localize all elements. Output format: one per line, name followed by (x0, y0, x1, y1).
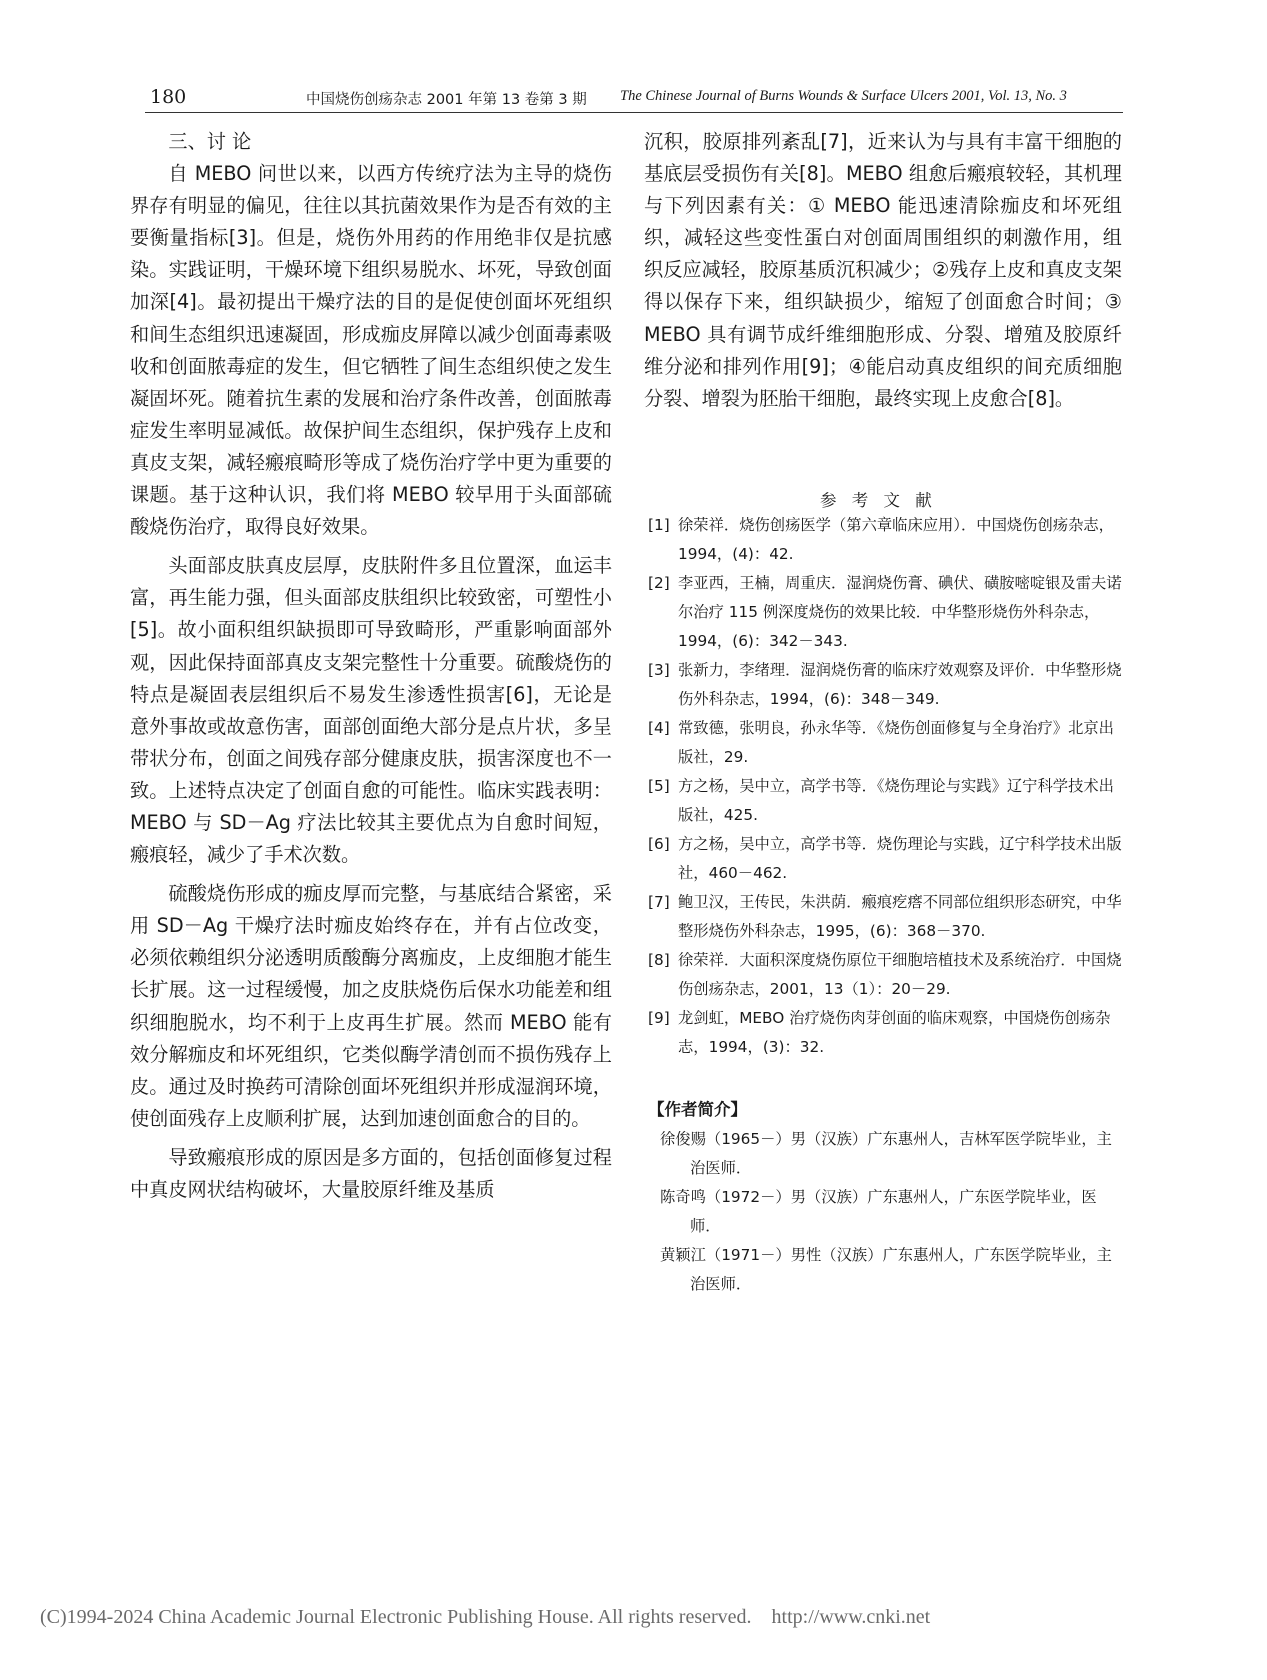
reference-item (648, 714, 1128, 772)
section-heading-discussion: 三、讨 论 (168, 130, 252, 153)
reference-text: 方之杨，吴中立，高学书等．《烧伤理论与实践》辽宁科学技术出版社，425. (678, 777, 1114, 824)
right-column (644, 126, 1122, 415)
reference-number: [6] (648, 835, 670, 853)
discussion-continuation: 沉积，胶原排列紊乱[7]，近来认为与具有丰富干细胞的基底层受损伤有关[8]。MEBO 组愈后瘢痕较轻，其机理与下列因素有关：① MEBO 能迅速清除痂皮和坏死组织，减轻这些变性蛋白对创面周围组织的刺激作用，组织反应减轻，胶原基质沉积减少；②残存上皮和真皮支架得以保存下来，组织缺损少，缩短了创面愈合时间；③ MEBO 具有调节成纤维细胞形成、分裂、增殖及胶原纤维分泌和排列作用[9]；④能启动真皮组织的间充质细胞分裂、增裂为胚胎干细胞，最终实现上皮愈合[8]。 (644, 130, 1122, 410)
reference-item (648, 888, 1128, 946)
reference-text: 龙剑虹，MEBO 治疗烧伤肉芽创面的临床观察，中国烧伤创疡杂志，1994，(3)：32. (678, 1009, 1111, 1056)
reference-item (648, 830, 1128, 888)
header-rule (145, 112, 1123, 113)
reference-text: 方之杨，吴中立，高学书等．烧伤理论与实践，辽宁科学技术出版社，460－462. (678, 835, 1122, 882)
references-list (648, 511, 1128, 1062)
journal-title-cn: 中国烧伤创疡杂志 2001 年第 13 卷第 3 期 (306, 92, 587, 108)
reference-text: 常致德，张明良，孙永华等．《烧伤创面修复与全身治疗》北京出版社，29. (678, 719, 1114, 766)
reference-item (648, 569, 1128, 656)
author-bio-item: 徐俊赐（1965－）男（汉族）广东惠州人，吉林军医学院毕业，主治医师． (660, 1130, 1112, 1177)
left-column (130, 126, 612, 1206)
reference-item (648, 1004, 1128, 1062)
cnki-url: http://www.cnki.net (771, 1606, 931, 1628)
reference-number: [4] (648, 719, 670, 737)
reference-text: 徐荣祥．大面积深度烧伤原位干细胞培植技术及系统治疗．中国烧伤创疡杂志，2001，13（1）：20－29. (678, 951, 1122, 998)
reference-number: [3] (648, 661, 670, 679)
reference-item (648, 772, 1128, 830)
reference-text: 鲍卫汉，王传民，朱洪荫．瘢痕疙瘩不同部位组织形态研究，中华整形烧伤外科杂志，1995，(6)：368－370. (678, 893, 1122, 940)
reference-number: [5] (648, 777, 670, 795)
author-bio-list (660, 1125, 1120, 1299)
reference-item (648, 656, 1128, 714)
copyright-text: (C)1994-2024 China Academic Journal Electronic Publishing House. All rights reserved. (40, 1606, 752, 1628)
reference-text: 李亚西，王楠，周重庆．湿润烧伤膏、碘伏、磺胺嘧啶银及雷夫诺尔治疗 115 例深度烧伤的效果比较．中华整形烧伤外科杂志，1994，(6)：342－343. (678, 574, 1122, 650)
reference-item (648, 511, 1128, 569)
discussion-paragraph-1: 自 MEBO 问世以来，以西方传统疗法为主导的烧伤界存有明显的偏见，往往以其抗菌效果作为是否有效的主要衡量指标[3]。但是，烧伤外用药的作用绝非仅是抗感染。实践证明，干燥环境下组织易脱水、坏死，导致创面加深[4]。最初提出干燥疗法的目的是促使创面坏死组织和间生态组织迅速凝固，形成痂皮屏障以减少创面毒素吸收和创面脓毒症的发生，但它牺牲了间生态组织使之发生凝固坏死。随着抗生素的发展和治疗条件改善，创面脓毒症发生率明显减低。故保护间生态组织，保护残存上皮和真皮支架，减轻瘢痕畸形等成了烧伤治疗学中更为重要的课题。基于这种认识，我们将 MEBO 较早用于头面部硫酸烧伤治疗，取得良好效果。 (130, 162, 612, 539)
running-header (150, 86, 1120, 112)
discussion-paragraph-4: 导致瘢痕形成的原因是多方面的，包括创面修复过程中真皮网状结构破坏，大量胶原纤维及基质 (130, 1145, 612, 1201)
reference-number: [8] (648, 951, 670, 969)
reference-item (648, 946, 1128, 1004)
copyright-footer (40, 1606, 930, 1629)
author-bio-heading: 【作者简介】 (648, 1100, 747, 1119)
author-bio-item: 黄颖江（1971－）男性（汉族）广东惠州人，广东医学院毕业，主治医师． (660, 1246, 1112, 1293)
journal-title-en: The Chinese Journal of Burns Wounds & Surface Ulcers 2001, Vol. 13, No. 3 (620, 88, 1067, 104)
reference-number: [9] (648, 1009, 670, 1027)
author-bio-item: 陈奇鸣（1972－）男（汉族）广东惠州人，广东医学院毕业，医师． (660, 1188, 1097, 1235)
reference-number: [1] (648, 516, 670, 534)
page-number: 180 (150, 86, 187, 108)
references-title: 参 考 文 献 (820, 491, 937, 510)
reference-number: [7] (648, 893, 670, 911)
reference-text: 张新力，李绪理．湿润烧伤膏的临床疗效观察及评价．中华整形烧伤外科杂志，1994，(6)：348－349. (678, 661, 1122, 708)
reference-number: [2] (648, 574, 670, 592)
reference-text: 徐荣祥．烧伤创疡医学（第六章临床应用）．中国烧伤创疡杂志，1994，(4)：42. (678, 516, 1114, 563)
discussion-paragraph-2: 头面部皮肤真皮层厚，皮肤附件多且位置深，血运丰富，再生能力强，但头面部皮肤组织比较致密，可塑性小[5]。故小面积组织缺损即可导致畸形，严重影响面部外观，因此保持面部真皮支架完整性十分重要。硫酸烧伤的特点是凝固表层组织后不易发生渗透性损害[6]，无论是意外事故或故意伤害，面部创面绝大部分是点片状，多呈带状分布，创面之间残存部分健康皮肤，损害深度也不一致。上述特点决定了创面自愈的可能性。临床实践表明：MEBO 与 SD－Ag 疗法比较其主要优点为自愈时间短，瘢痕轻，减少了手术次数。 (130, 554, 612, 867)
discussion-paragraph-3: 硫酸烧伤形成的痂皮厚而完整，与基底结合紧密，采用 SD－Ag 干燥疗法时痂皮始终存在，并有占位改变，必须依赖组织分泌透明质酸酶分离痂皮，上皮细胞才能生长扩展。这一过程缓慢，加之皮肤烧伤后保水功能差和组织细胞脱水，均不利于上皮再生扩展。然而 MEBO 能有效分解痂皮和坏死组织，它类似酶学清创而不损伤残存上皮。通过及时换药可清除创面坏死组织并形成湿润环境，使创面残存上皮顺利扩展，达到加速创面愈合的目的。 (130, 882, 612, 1130)
